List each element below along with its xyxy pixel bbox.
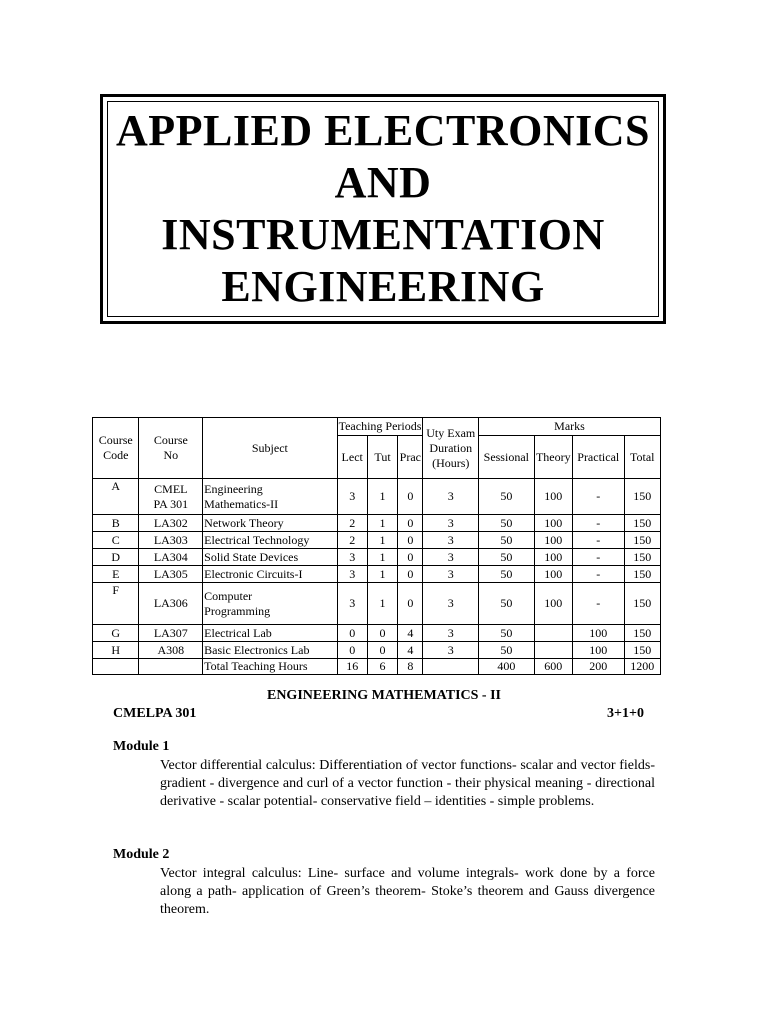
cell-sessional: 50 <box>479 642 535 659</box>
header-practical: Practical <box>573 436 625 479</box>
cell-exam: 3 <box>423 532 479 549</box>
cell-theory: 100 <box>534 549 572 566</box>
cell-subject: Electrical Lab <box>203 625 337 642</box>
cell-lect: 3 <box>337 479 367 515</box>
cell-tut: 1 <box>367 532 397 549</box>
cell-total-label: Total Teaching Hours <box>203 659 337 675</box>
cell-exam: 3 <box>423 583 479 625</box>
title-inner-frame <box>107 101 659 317</box>
cell-exam: 3 <box>423 625 479 642</box>
cell-code: E <box>93 566 139 583</box>
header-subject: Subject <box>203 418 337 479</box>
title-box <box>100 94 666 324</box>
cell-code: B <box>93 515 139 532</box>
cell-exam: 3 <box>423 642 479 659</box>
cell-practical: 100 <box>573 625 625 642</box>
cell-total-practical: 200 <box>573 659 625 675</box>
cell-empty <box>139 659 203 675</box>
cell-total-lect: 16 <box>337 659 367 675</box>
cell-code: F <box>93 583 139 625</box>
cell-sessional: 50 <box>479 549 535 566</box>
cell-subject: Electronic Circuits-I <box>203 566 337 583</box>
header-lect: Lect <box>337 436 367 479</box>
cell-exam: 3 <box>423 515 479 532</box>
cell-tut: 1 <box>367 566 397 583</box>
table-row <box>93 625 661 642</box>
header-marks: Marks <box>479 418 661 436</box>
cell-course-no: LA303 <box>139 532 203 549</box>
cell-exam: 3 <box>423 549 479 566</box>
cell-subject: Solid State Devices <box>203 549 337 566</box>
cell-lect: 3 <box>337 566 367 583</box>
cell-theory: 100 <box>534 566 572 583</box>
cell-total: 150 <box>624 625 660 642</box>
cell-course-no: A308 <box>139 642 203 659</box>
cell-total-tut: 6 <box>367 659 397 675</box>
cell-theory <box>534 642 572 659</box>
table-row <box>93 549 661 566</box>
cell-subject: Electrical Technology <box>203 532 337 549</box>
cell-theory: 100 <box>534 479 572 515</box>
course-table <box>92 417 661 675</box>
cell-lect: 3 <box>337 549 367 566</box>
cell-code: A <box>93 479 139 515</box>
cell-total: 150 <box>624 642 660 659</box>
cell-practical: 100 <box>573 642 625 659</box>
cell-prac: 0 <box>398 479 423 515</box>
title-line-1: APPLIED ELECTRONICS <box>116 106 650 155</box>
cell-prac: 0 <box>398 583 423 625</box>
title-line-3: INSTRUMENTATION <box>161 210 605 259</box>
cell-sessional: 50 <box>479 583 535 625</box>
cell-subject: Computer Programming <box>203 583 337 625</box>
cell-prac: 0 <box>398 566 423 583</box>
course-credits: 3+1+0 <box>607 706 644 721</box>
module-1-text: Vector differential calculus: Differentiation of vector functions- scalar and vector fields- gradient - divergence and curl of a vector function - their physical meaning - directional derivative - scalar potential- conservative field – identities - simple problems. <box>160 758 655 809</box>
table-row <box>93 642 661 659</box>
cell-lect: 0 <box>337 625 367 642</box>
cell-empty <box>423 659 479 675</box>
cell-theory: 100 <box>534 583 572 625</box>
cell-prac: 0 <box>398 515 423 532</box>
cell-sessional: 50 <box>479 515 535 532</box>
table-row <box>93 583 661 625</box>
cell-lect: 0 <box>337 642 367 659</box>
cell-exam: 3 <box>423 566 479 583</box>
cell-subject: Basic Electronics Lab <box>203 642 337 659</box>
cell-sessional: 50 <box>479 566 535 583</box>
cell-total-prac: 8 <box>398 659 423 675</box>
cell-theory: 100 <box>534 532 572 549</box>
cell-course-no: LA305 <box>139 566 203 583</box>
cell-code: H <box>93 642 139 659</box>
cell-course-no: CMEL PA 301 <box>139 479 203 515</box>
cell-tut: 0 <box>367 625 397 642</box>
cell-code: D <box>93 549 139 566</box>
cell-total: 150 <box>624 515 660 532</box>
cell-lect: 2 <box>337 515 367 532</box>
title-line-2: AND <box>334 158 432 207</box>
table-row <box>93 566 661 583</box>
cell-total: 150 <box>624 566 660 583</box>
cell-course-no: LA304 <box>139 549 203 566</box>
module-1-heading: Module 1 <box>113 739 170 754</box>
cell-total: 150 <box>624 532 660 549</box>
cell-total: 150 <box>624 549 660 566</box>
cell-sessional: 50 <box>479 625 535 642</box>
cell-exam: 3 <box>423 479 479 515</box>
cell-practical: - <box>573 583 625 625</box>
cell-empty <box>93 659 139 675</box>
header-prac: Prac <box>398 436 423 479</box>
cell-tut: 1 <box>367 583 397 625</box>
header-total: Total <box>624 436 660 479</box>
cell-prac: 0 <box>398 549 423 566</box>
header-uty-exam: Uty Exam Duration (Hours) <box>423 418 479 479</box>
header-teaching-periods: Teaching Periods <box>337 418 423 436</box>
cell-code: G <box>93 625 139 642</box>
header-theory: Theory <box>534 436 572 479</box>
header-tut: Tut <box>367 436 397 479</box>
cell-code: C <box>93 532 139 549</box>
header-course-code: Course Code <box>93 418 139 479</box>
title-line-4: ENGINEERING <box>221 262 545 311</box>
cell-lect: 2 <box>337 532 367 549</box>
cell-tut: 1 <box>367 515 397 532</box>
cell-subject: Engineering Mathematics-II <box>203 479 337 515</box>
cell-course-no: LA306 <box>139 583 203 625</box>
cell-practical: - <box>573 479 625 515</box>
table-row <box>93 532 661 549</box>
cell-course-no: LA302 <box>139 515 203 532</box>
cell-theory <box>534 625 572 642</box>
header-course-no: Course No <box>139 418 203 479</box>
cell-total-theory: 600 <box>534 659 572 675</box>
cell-total: 150 <box>624 479 660 515</box>
cell-total: 150 <box>624 583 660 625</box>
table-row <box>93 479 661 515</box>
cell-prac: 4 <box>398 642 423 659</box>
cell-practical: - <box>573 549 625 566</box>
cell-total-sessional: 400 <box>479 659 535 675</box>
course-code: CMELPA 301 <box>113 706 197 721</box>
cell-practical: - <box>573 515 625 532</box>
cell-sessional: 50 <box>479 532 535 549</box>
cell-prac: 4 <box>398 625 423 642</box>
cell-tut: 1 <box>367 549 397 566</box>
section-title: ENGINEERING MATHEMATICS - II <box>266 688 501 703</box>
cell-lect: 3 <box>337 583 367 625</box>
cell-subject: Network Theory <box>203 515 337 532</box>
table-row <box>93 515 661 532</box>
cell-tut: 0 <box>367 642 397 659</box>
cell-prac: 0 <box>398 532 423 549</box>
cell-practical: - <box>573 566 625 583</box>
cell-practical: - <box>573 532 625 549</box>
table-total-row <box>93 659 661 675</box>
cell-course-no: LA307 <box>139 625 203 642</box>
cell-tut: 1 <box>367 479 397 515</box>
module-2-heading: Module 2 <box>113 847 170 862</box>
module-2-text: Vector integral calculus: Line- surface and volume integrals- work done by a force along a path- application of Green’s theorem- Stoke’s theorem and Gauss divergence theorem. <box>160 866 655 917</box>
cell-total-total: 1200 <box>624 659 660 675</box>
header-sessional: Sessional <box>479 436 535 479</box>
cell-theory: 100 <box>534 515 572 532</box>
cell-sessional: 50 <box>479 479 535 515</box>
